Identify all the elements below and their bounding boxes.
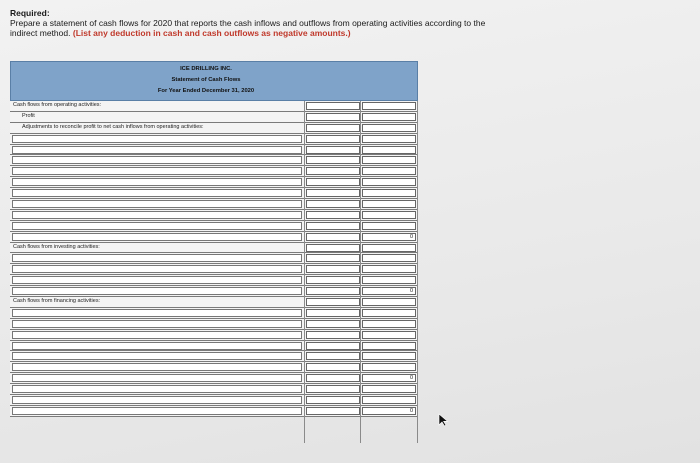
description-input[interactable] [12, 222, 302, 230]
total-cell[interactable] [362, 254, 416, 262]
cash-flow-worksheet [10, 61, 418, 443]
amount-input[interactable] [306, 211, 360, 219]
column-divider [304, 101, 305, 443]
amount-input[interactable] [306, 222, 360, 230]
investing-label: Cash flows from investing activities: [13, 243, 100, 250]
instructions [10, 8, 485, 38]
investing-section-label-row [10, 243, 418, 254]
amount-input[interactable] [306, 189, 360, 197]
description-input[interactable] [12, 178, 302, 186]
amount-input[interactable] [306, 178, 360, 186]
amount-input[interactable] [306, 167, 360, 175]
amount-input[interactable] [306, 331, 360, 339]
instructions-line-2 [10, 28, 485, 38]
amount-input[interactable] [306, 276, 360, 284]
total-cell[interactable] [362, 178, 416, 186]
ending-cash-cell [362, 407, 416, 415]
description-input[interactable] [12, 309, 302, 317]
ending-cash-value: 0 [409, 407, 413, 414]
operating-entry-row [10, 134, 418, 145]
investing-total-cell [362, 287, 416, 295]
ending-cash-row [10, 406, 418, 417]
description-input[interactable] [12, 254, 302, 262]
description-input[interactable] [12, 211, 302, 219]
investing-total-label-input[interactable] [12, 287, 302, 295]
investing-total-row [10, 286, 418, 297]
financing-entry-row [10, 308, 418, 319]
adjustments-label: Adjustments to reconcile profit to net cash inflows from operating activities: [22, 123, 204, 130]
total-cell[interactable] [362, 352, 416, 360]
statement-rows [10, 101, 418, 417]
operating-entry-row [10, 166, 418, 177]
financing-entry-row [10, 341, 418, 352]
total-cell[interactable] [362, 167, 416, 175]
financing-total-row [10, 373, 418, 384]
amount-cell[interactable] [306, 102, 360, 110]
amount-input[interactable] [306, 342, 360, 350]
total-cell[interactable] [362, 189, 416, 197]
description-input[interactable] [12, 200, 302, 208]
amount-cell[interactable] [306, 244, 360, 252]
description-input[interactable] [12, 331, 302, 339]
amount-input[interactable] [306, 363, 360, 371]
amount-input[interactable] [306, 200, 360, 208]
operating-label: Cash flows from operating activities: [13, 102, 102, 108]
amount-cell[interactable] [306, 385, 360, 393]
financing-total-value: 0 [409, 375, 413, 382]
amount-cell[interactable] [306, 124, 360, 132]
column-divider [417, 101, 418, 443]
amount-input[interactable] [306, 156, 360, 164]
total-cell[interactable] [362, 102, 416, 110]
amount-cell[interactable] [306, 374, 360, 382]
net-change-cell[interactable] [362, 385, 416, 393]
amount-cell[interactable] [306, 298, 360, 306]
amount-input[interactable] [306, 352, 360, 360]
mouse-cursor-icon [438, 413, 450, 427]
description-input[interactable] [12, 189, 302, 197]
total-cell[interactable] [362, 211, 416, 219]
adjustments-label-row [10, 123, 418, 134]
beginning-cash-row [10, 395, 418, 406]
financing-total-label-input[interactable] [12, 374, 302, 382]
net-change-label-input[interactable] [12, 385, 302, 393]
total-cell[interactable] [362, 146, 416, 154]
operating-total-row [10, 232, 418, 243]
amount-input[interactable] [306, 135, 360, 143]
amount-cell[interactable] [306, 396, 360, 404]
column-divider [360, 101, 361, 443]
total-cell[interactable] [362, 135, 416, 143]
description-input[interactable] [12, 265, 302, 273]
description-input[interactable] [12, 156, 302, 164]
profit-amount-input[interactable] [306, 113, 360, 121]
financing-label: Cash flows from financing activities: [13, 298, 101, 305]
amount-cell[interactable] [306, 407, 360, 415]
total-cell[interactable] [362, 265, 416, 273]
operating-total-value: 0 [409, 233, 413, 240]
operating-total-label-input[interactable] [12, 233, 302, 241]
operating-entry-row [10, 145, 418, 156]
amount-cell[interactable] [306, 233, 360, 241]
description-input[interactable] [12, 352, 302, 360]
operating-entry-row [10, 199, 418, 210]
investing-entry-row [10, 264, 418, 275]
operating-entry-row [10, 221, 418, 232]
beginning-cash-label-input[interactable] [12, 396, 302, 404]
total-cell[interactable] [362, 363, 416, 371]
total-cell[interactable] [362, 222, 416, 230]
description-input[interactable] [12, 320, 302, 328]
investing-entry-row [10, 253, 418, 264]
description-input[interactable] [12, 135, 302, 143]
amount-input[interactable] [306, 254, 360, 262]
operating-entry-row [10, 177, 418, 188]
financing-section-label-row [10, 297, 418, 308]
total-cell[interactable] [362, 156, 416, 164]
investing-total-value: 0 [409, 288, 413, 295]
total-cell[interactable] [362, 342, 416, 350]
total-cell[interactable] [362, 244, 416, 252]
description-input[interactable] [12, 167, 302, 175]
company-name: ICE DRILLING INC. [180, 66, 232, 72]
amount-input[interactable] [306, 320, 360, 328]
statement-title: Statement of Cash Flows [171, 77, 241, 83]
beginning-cash-input[interactable] [362, 396, 416, 404]
total-cell[interactable] [362, 113, 416, 121]
statement-header [10, 61, 418, 101]
operating-entry-row [10, 188, 418, 199]
financing-total-cell [362, 374, 416, 382]
amount-input[interactable] [306, 309, 360, 317]
instructions-note: (List any deduction in cash and cash outflows as negative amounts.) [72, 28, 351, 38]
amount-input[interactable] [306, 265, 360, 273]
total-cell[interactable] [362, 309, 416, 317]
description-input[interactable] [12, 146, 302, 154]
financing-entry-row [10, 319, 418, 330]
total-cell[interactable] [362, 200, 416, 208]
financing-entry-row [10, 330, 418, 341]
description-input[interactable] [12, 276, 302, 284]
description-input[interactable] [12, 363, 302, 371]
description-input[interactable] [12, 342, 302, 350]
total-cell[interactable] [362, 331, 416, 339]
total-cell[interactable] [362, 320, 416, 328]
financing-entry-row [10, 351, 418, 362]
financing-entry-row [10, 362, 418, 373]
instructions-method: indirect method. [10, 28, 71, 38]
amount-cell[interactable] [306, 287, 360, 295]
ending-cash-label-input[interactable] [12, 407, 302, 415]
operating-entry-row [10, 210, 418, 221]
required-heading: Required: [10, 8, 50, 18]
total-cell[interactable] [362, 124, 416, 132]
total-cell[interactable] [362, 276, 416, 284]
operating-total-cell [362, 233, 416, 241]
operating-section-label-row [10, 101, 418, 112]
profit-label: Profit [22, 112, 35, 119]
profit-row [10, 112, 418, 123]
investing-entry-row [10, 275, 418, 286]
instructions-line-1: Prepare a statement of cash flows for 2020 that reports the cash inflows and outflows from operating activities according to the [10, 18, 486, 28]
operating-entry-row [10, 155, 418, 166]
amount-input[interactable] [306, 146, 360, 154]
statement-period: For Year Ended December 31, 2020 [157, 88, 255, 94]
total-cell[interactable] [362, 298, 416, 306]
net-change-row [10, 384, 418, 395]
